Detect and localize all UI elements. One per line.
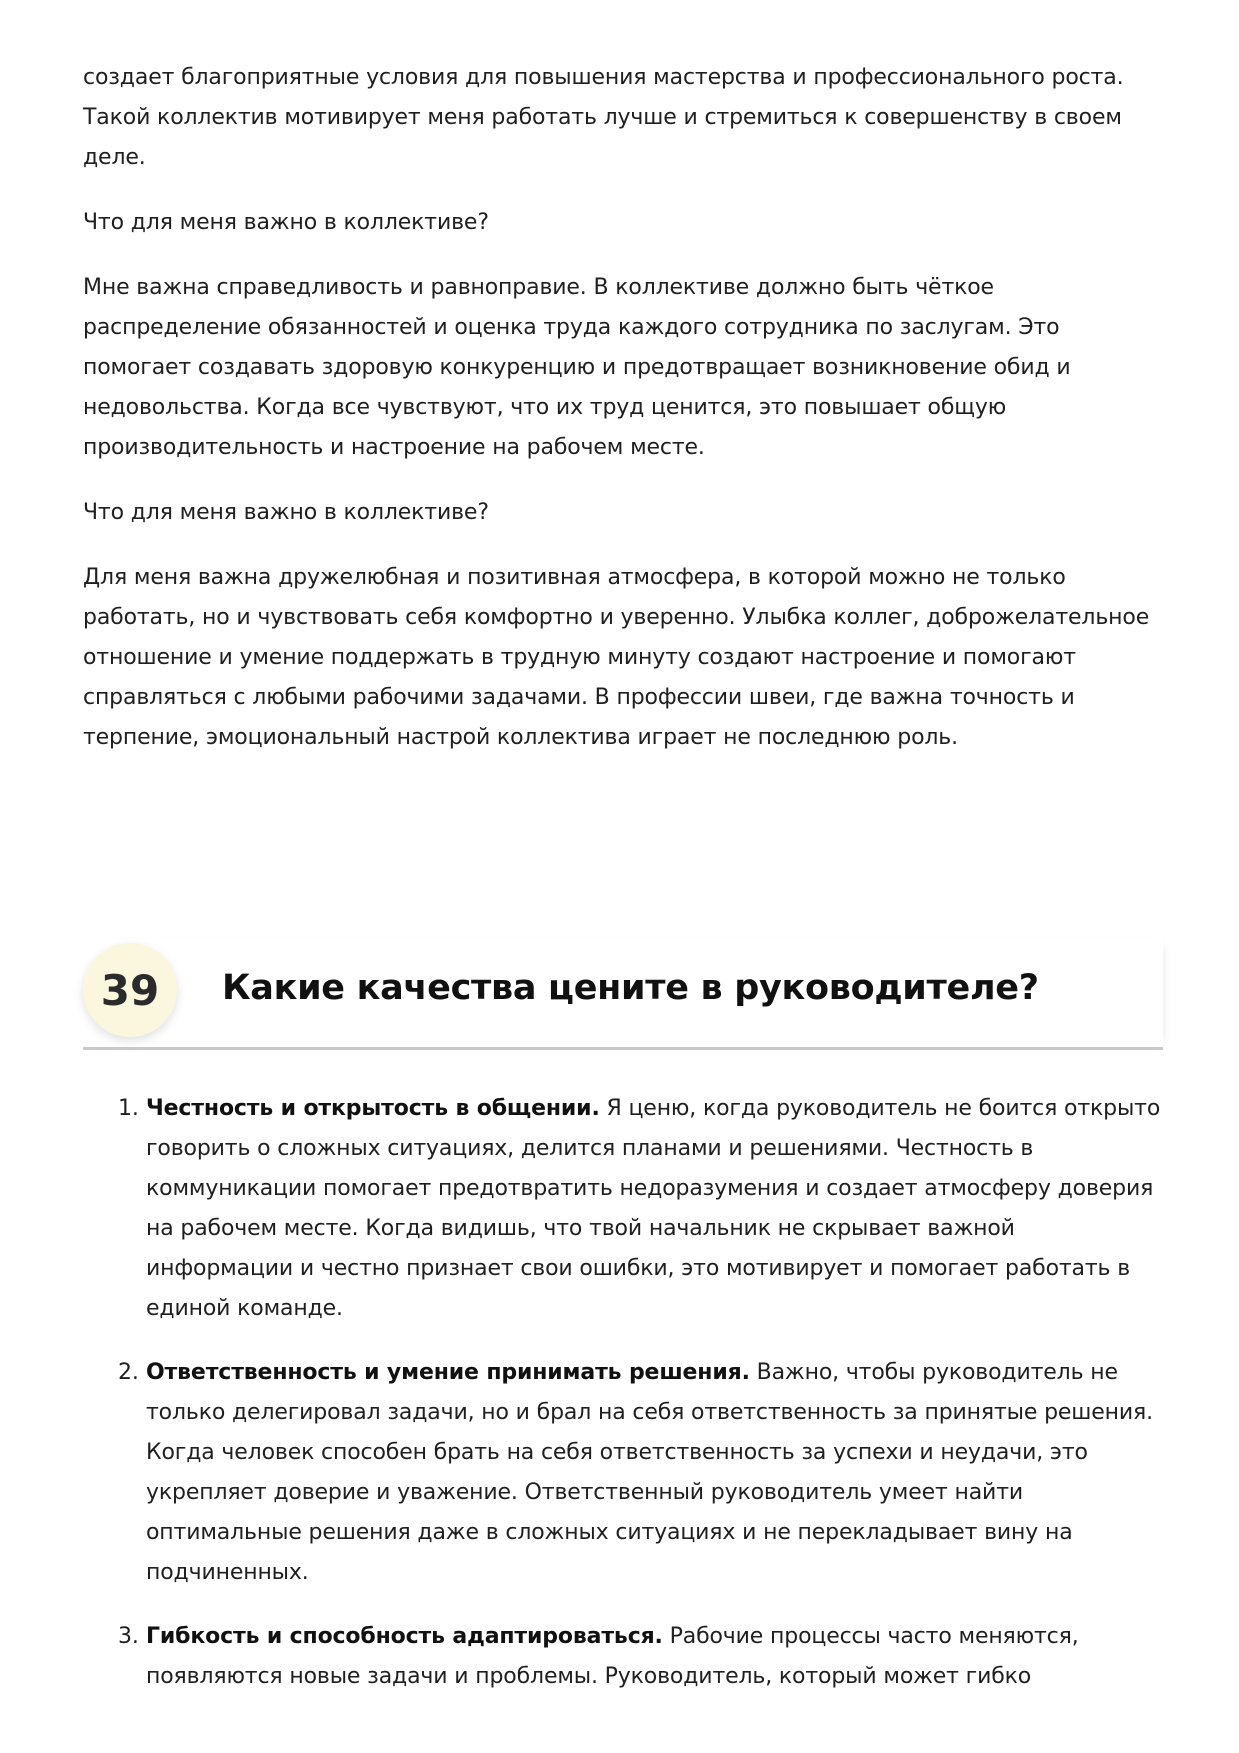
list-item-number: 1. xyxy=(118,1096,139,1121)
list-item xyxy=(118,1617,1163,1697)
list-item-lead: Ответственность и умение принимать решения. xyxy=(146,1360,750,1385)
section-title: Какие качества цените в руководителе? xyxy=(222,968,1039,1008)
paragraph: создает благоприятные условия для повышения мастерства и профессионального роста. Такой коллектив мотивирует меня работать лучше и стремиться к совершенству в своем деле. xyxy=(83,65,1124,170)
section-header xyxy=(83,939,1163,1050)
list-item-number: 2. xyxy=(118,1360,139,1385)
list-item-lead: Честность и открытость в общении. xyxy=(146,1096,600,1121)
paragraph: Мне важна справедливость и равноправие. В коллективе должно быть чёткое распределение обязанностей и оценка труда каждого сотрудника по заслугам. Это помогает создавать здоровую конкуренцию и предотвращает возникновение обид и недовольства. Когда все чувствуют, что их труд ценится, это повышает общую производительность и настроение на рабочем месте. xyxy=(83,275,1071,460)
qualities-list xyxy=(83,1089,1163,1697)
question-line: Что для меня важно в коллективе? xyxy=(83,210,489,235)
list-item-text: Я ценю, когда руководитель не боится открыто говорить о сложных ситуациях, делится планами и решениями. Честность в коммуникации помогает предотвратить недоразумения и создает атмосферу доверия на рабочем месте. Когда видишь, что твой начальник не скрывает важной информации и честно признает свои ошибки, это мотивирует и помогает работать в единой команде. xyxy=(146,1096,1161,1321)
question-line: Что для меня важно в коллективе? xyxy=(83,500,489,525)
section-gap xyxy=(83,783,1163,939)
list-item-text: Рабочие процессы часто меняются, появляются новые задачи и проблемы. Руководитель, который может гибко xyxy=(146,1624,1079,1689)
list-item xyxy=(118,1353,1163,1593)
section-number-badge: 39 xyxy=(83,943,177,1037)
list-item-lead: Гибкость и способность адаптироваться. xyxy=(146,1624,663,1649)
list-item xyxy=(118,1089,1163,1329)
document-page xyxy=(83,58,1163,1721)
paragraph: Для меня важна дружелюбная и позитивная атмосфера, в которой можно не только работать, но и чувствовать себя комфортно и уверенно. Улыбка коллег, доброжелательное отношение и умение поддержать в трудную минуту создают настроение и помогают справляться с любыми рабочими задачами. В профессии швеи, где важна точность и терпение, эмоциональный настрой коллектива играет не последнюю роль. xyxy=(83,565,1150,750)
list-item-text: Важно, чтобы руководитель не только делегировал задачи, но и брал на себя ответственность за принятые решения. Когда человек способен брать на себя ответственность за успехи и неудачи, это укрепляет доверие и уважение. Ответственный руководитель умеет найти оптимальные решения даже в сложных ситуациях и не перекладывает вину на подчиненных. xyxy=(146,1360,1153,1585)
list-item-number: 3. xyxy=(118,1624,139,1649)
